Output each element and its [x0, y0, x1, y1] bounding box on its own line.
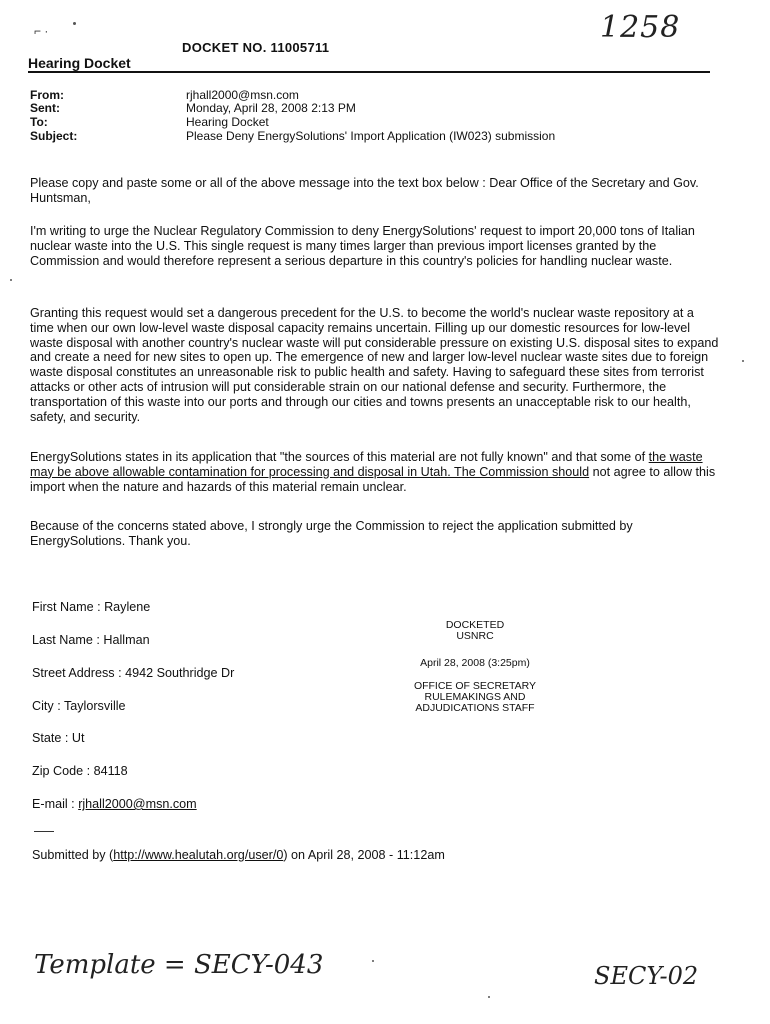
stamp-office-2: RULEMAKINGS AND [424, 691, 526, 703]
state-field: State : Ut [32, 731, 85, 745]
submitted-link[interactable]: http://www.healutah.org/user/0 [113, 848, 284, 862]
handwritten-secy-note: SECY-02 [594, 962, 699, 990]
first-name-field: First Name : Raylene [32, 600, 151, 614]
subject-value: Please Deny EnergySolutions' Import Application (IW023) submission [186, 129, 556, 143]
zip-code-field: Zip Code : 84118 [32, 764, 128, 778]
scan-speck [488, 996, 490, 998]
last-name-field: Last Name : Hallman [32, 633, 150, 647]
short-rule [34, 831, 54, 832]
sent-label: Sent: [30, 101, 60, 115]
email-field-label: E-mail : [32, 797, 79, 811]
scan-speck [742, 360, 744, 362]
body-paragraph-3: Granting this request would set a dangerous precedent for the U.S. to become the world's nuclear waste repository at a time when our own low-level waste disposal capacity remains uncertain. Filling up our domestic resources for low-level waste disposal with another country's nuclear waste will put considerable pressure on existing U.S. disposal sites to expand and create a need for new sites to open up. The emergence of new and larger low-level nuclear waste sites due to foreign waste disposal constitutes an unreasonable risk to public health and safety. Having to safeguard these sites from terrorist attacks or other acts of intrusion will put considerable strain on our national defense and security. Furthermore, the transportation of this waste into our ports and through our cities and towns presents an unacceptable risk to our health, safety, and security. [30, 306, 719, 424]
email-field [32, 797, 197, 811]
body-paragraph-1: Please copy and paste some or all of the above message into the text box below : Dear Office of the Secretary and Gov. Huntsman, [30, 176, 699, 205]
handwritten-number: 1258 [600, 10, 681, 45]
sent-value: Monday, April 28, 2008 2:13 PM [186, 101, 356, 115]
submitted-suffix: ) on April 28, 2008 - 11:12am [283, 848, 445, 862]
to-value: Hearing Docket [186, 115, 269, 129]
paragraph-4-start: EnergySolutions states in its application that "the sources of this material are not fully known" and that some of [30, 450, 649, 464]
handwritten-template-note: Template = SECY-043 [34, 950, 324, 980]
body-paragraph-4 [30, 450, 720, 494]
stamp-date: April 28, 2008 (3:25pm) [420, 657, 530, 669]
submitted-by-line [32, 848, 445, 862]
header-divider [28, 71, 710, 73]
corner-mark: ⌐ · [34, 24, 49, 38]
scan-speck [372, 960, 374, 962]
from-label: From: [30, 88, 64, 102]
stamp-office-3: ADJUDICATIONS STAFF [415, 702, 535, 714]
subject-label: Subject: [30, 129, 78, 143]
submitted-prefix: Submitted by ( [32, 848, 114, 862]
paragraph-4-end: not agree to allow this import when the nature and hazards of this material remain unclear. [30, 464, 716, 494]
stamp-docketed: DOCKETED [445, 619, 505, 631]
body-paragraph-2: I'm writing to urge the Nuclear Regulatory Commission to deny EnergySolutions' request to import 20,000 tons of Italian nuclear waste into the U.S. This single request is many times larger than previous import licenses granted by the Commission and would therefore represent a serious departure in this country's policies for handling nuclear waste. [30, 224, 695, 268]
page-title: Hearing Docket [28, 55, 131, 71]
body-paragraph-5: Because of the concerns stated above, I strongly urge the Commission to reject the application submitted by EnergySolutions. Thank you. [30, 519, 633, 548]
from-value: rjhall2000@msn.com [186, 88, 299, 102]
docketed-stamp [400, 620, 550, 714]
city-field: City : Taylorsville [32, 699, 126, 713]
to-label: To: [30, 115, 48, 129]
paragraph-4-underlined: the waste may be above allowable contamination for processing and disposal in Utah. The Commission should [30, 450, 703, 479]
email-link[interactable]: rjhall2000@msn.com [78, 797, 197, 811]
docket-number: DOCKET NO. 11005711 [182, 40, 330, 55]
scan-speck [73, 22, 76, 25]
stamp-usnrc: USNRC [456, 630, 494, 642]
scan-speck [10, 279, 12, 281]
street-address-field: Street Address : 4942 Southridge Dr [32, 666, 235, 680]
stamp-office-1: OFFICE OF SECRETARY [413, 680, 537, 692]
